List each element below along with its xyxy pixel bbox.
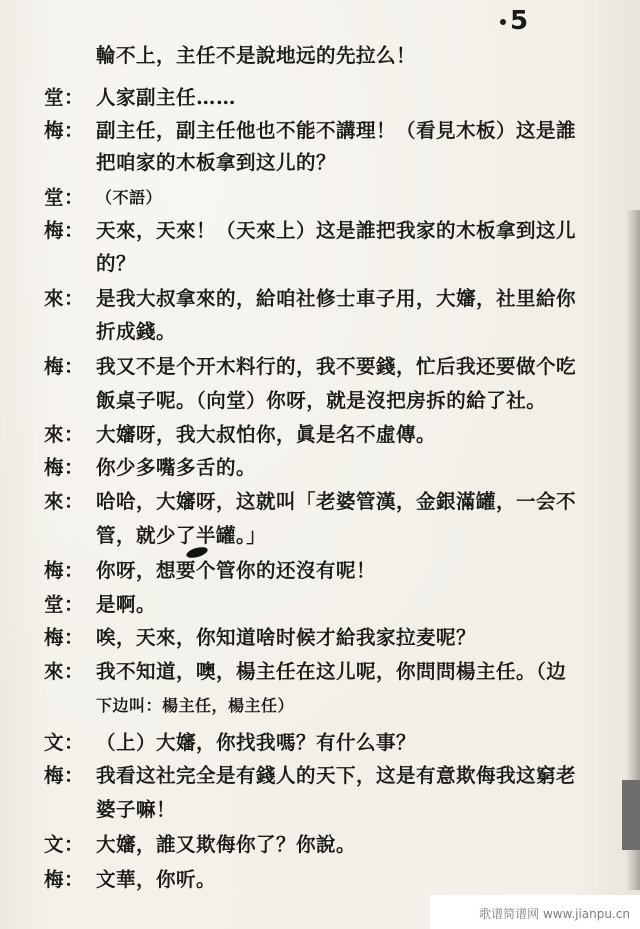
dialogue-text: 人家副主任…… xyxy=(96,86,237,109)
speaker-label: 文： xyxy=(44,833,85,856)
speaker-label: 堂： xyxy=(44,86,85,109)
speaker-label: 梅： xyxy=(44,868,85,891)
dialogue-text: 的？ xyxy=(96,252,137,275)
speaker-label: 堂： xyxy=(44,186,85,209)
page-number: 5 xyxy=(496,6,530,36)
dialogue-text: 大嬸呀，我大叔怕你，眞是名不虛傳。 xyxy=(96,423,437,446)
dialogue-text: 是我大叔拿來的，給咱社修士車子用，大嬸，社里給你 xyxy=(96,287,577,310)
speaker-label: 梅： xyxy=(44,559,85,582)
speaker-label: 來： xyxy=(44,423,85,446)
dialogue-text: 我看这社完全是有錢人的天下，这是有意欺侮我这窮老 xyxy=(96,764,577,787)
speaker-label: 梅： xyxy=(44,456,85,479)
dialogue-text: 天來，天來！（天來上）这是誰把我家的木板拿到这儿 xyxy=(96,219,577,242)
speaker-label: 梅： xyxy=(44,119,85,142)
dialogue-text: 輪不上，主任不是說地远的先拉么！ xyxy=(96,44,417,67)
speaker-label: 來： xyxy=(44,490,85,513)
dialogue-text: 管，就少了半罐。」 xyxy=(96,524,267,547)
watermark-text: 歌谱简谱网 www.jianpu.cn xyxy=(479,907,630,921)
speaker-label: 文： xyxy=(44,731,85,754)
dialogue-text: 你呀，想要个管你的还沒有呢！ xyxy=(96,559,377,582)
speaker-label: 梅： xyxy=(44,626,85,649)
dialogue-text: 哈哈，大嬸呀，这就叫「老婆管漢，金銀滿罐，一会不 xyxy=(96,490,577,513)
dialogue-text: 唉，天來，你知道啥时候才給我家拉麦呢？ xyxy=(96,626,477,649)
dialogue-text: 把咱家的木板拿到这儿的？ xyxy=(96,151,337,174)
dialogue-text: 是啊。 xyxy=(96,593,157,616)
dialogue-text: 婆子嘛！ xyxy=(96,798,177,821)
speaker-label: 梅： xyxy=(44,219,85,242)
watermark-box xyxy=(430,895,640,929)
dialogue-text: 折成錢。 xyxy=(96,320,177,343)
dialogue-text: 文華，你听。 xyxy=(96,868,217,891)
dialogue-text: 大嬸，誰又欺侮你了？你說。 xyxy=(96,833,357,856)
speaker-label: 梅： xyxy=(44,355,85,378)
dialogue-text: 副主任，副主任他也不能不講理！（看見木板）这是誰 xyxy=(96,119,577,142)
speaker-label: 來： xyxy=(44,660,85,683)
speaker-label: 來： xyxy=(44,287,85,310)
dialogue-text: （上）大嬸，你找我嗎？有什么事？ xyxy=(96,731,417,754)
dialogue-text: 飯桌子呢。（向堂）你呀，就是沒把房拆的給了社。 xyxy=(96,389,547,412)
speaker-label: 梅： xyxy=(44,764,85,787)
dialogue-text: 我不知道，噢，楊主任在这儿呢，你問問楊主任。（边 xyxy=(96,660,567,683)
dialogue-text: （不語） xyxy=(96,188,163,207)
dialogue-text: 下边叫：楊主任，楊主任） xyxy=(96,696,295,715)
dialogue-text: 我又不是个开木料行的，我不要錢，忙后我还要做个吃 xyxy=(96,355,577,378)
dialogue-text: 你少多嘴多舌的。 xyxy=(96,456,257,479)
speaker-label: 堂： xyxy=(44,593,85,616)
